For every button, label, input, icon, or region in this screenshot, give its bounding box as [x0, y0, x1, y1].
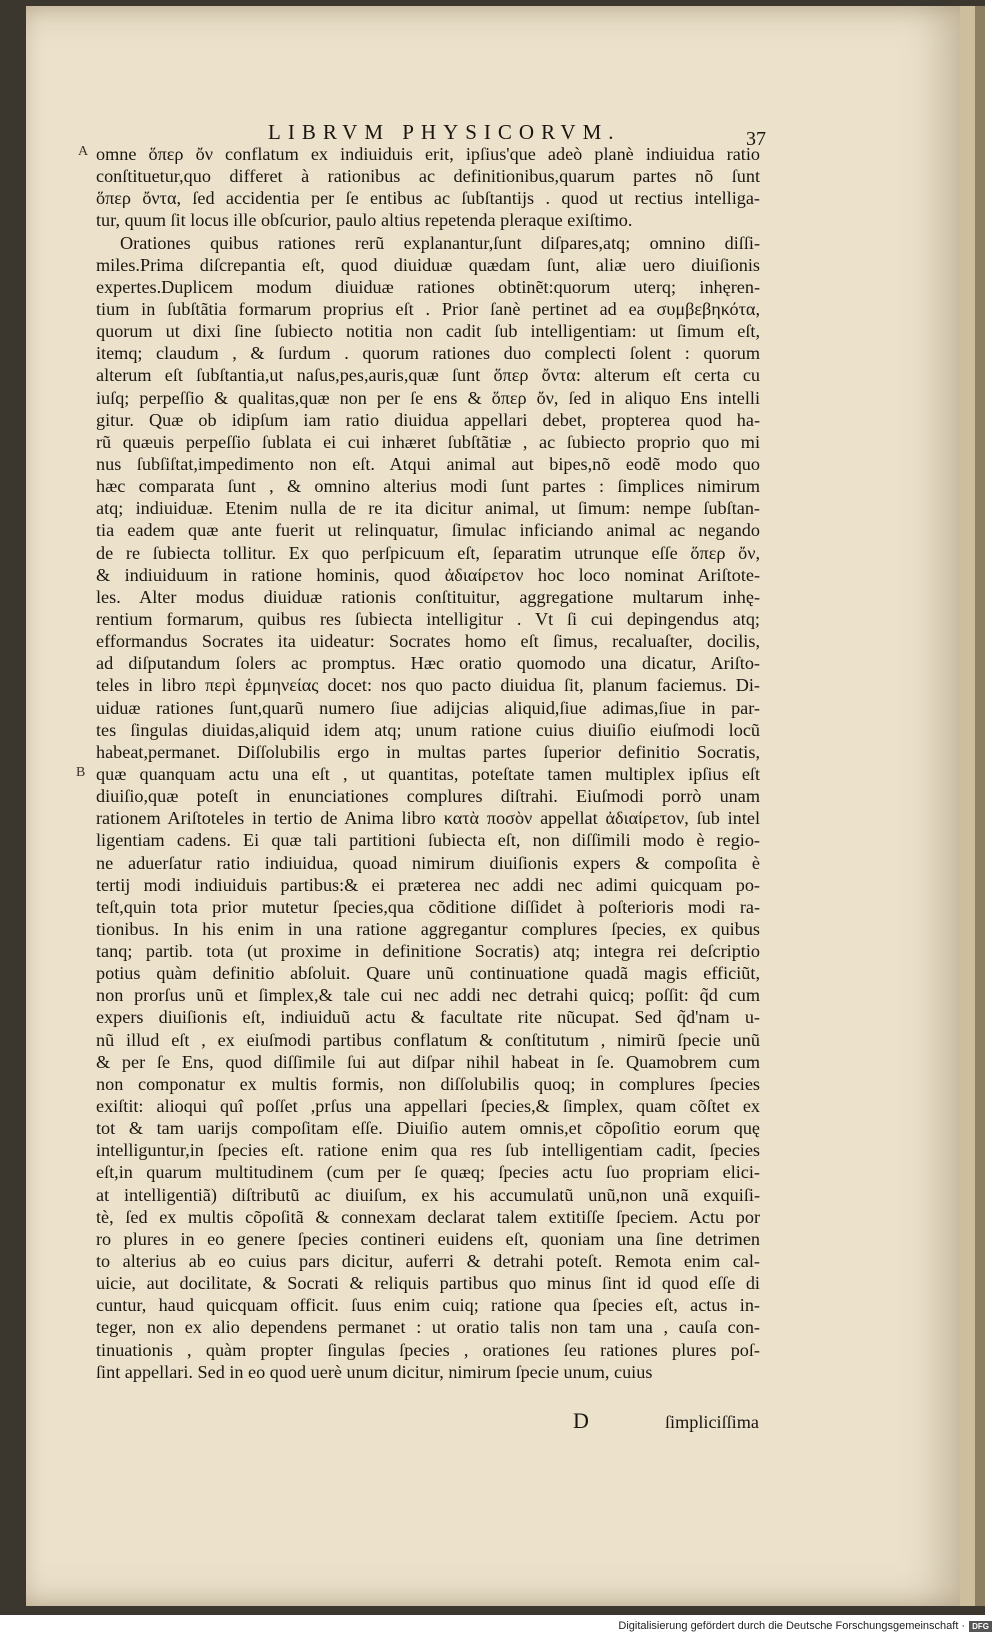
folio-number: 37 — [746, 128, 766, 150]
text-line: uiduæ rationes ſunt,quarũ numero ſiue adijcias aliquid,ſiue adimas,ſiue in par- — [96, 697, 760, 718]
text-line: tinuationis , quàm propter ſingulas ſpecies , orationes ſeu rationes plures poſ- — [96, 1339, 760, 1360]
text-line: tia eadem quæ ante fuerit ut relinquatur, ſimulac inficiando animal ac negando — [96, 520, 760, 541]
text-line: uicie, aut docilitate, & Socrati & reliquis partibus quo minus ſint id quod eſſe di — [96, 1273, 760, 1294]
text-line: ὅπερ ὄντα, ſed accidentia per ſe entibus ac ſubſtantijs . quod ut rectius intelliga- — [96, 188, 760, 209]
text-line: ne aduerſatur ratio indiuidua, quoad nimirum diuiſionis expers & compoſita è — [96, 852, 760, 873]
margin-mark-a: A — [78, 144, 89, 159]
text-line: to alterius ab eo cuius pars dicitur, auferri & detrahi poteſt. Remota enim cal- — [96, 1251, 760, 1272]
page-edge-shadow — [975, 6, 985, 1606]
text-line: les. Alter modus diuiduæ rationis conſtituitur, aggregatione multarum inhę- — [96, 586, 760, 607]
catchword: ſimpliciſſima — [665, 1412, 759, 1432]
text-line: & per ſe Ens, quod diſſimile ſui aut diſpar nihil habeat in ſe. Quamobrem cum — [96, 1051, 760, 1072]
text-line: omne ὅπερ ὄν conflatum ex indiuiduis erit, ipſius'que adeò planè indiuidua ratio — [96, 144, 760, 164]
text-line: teger, non ex alio dependens permanet : ut oratio talis non tam una , cauſa con- — [96, 1317, 760, 1338]
text-line: tanq; partib. tota (ut proxime in definitione Socratis) atq; integra rei deſcriptio — [96, 941, 760, 962]
text-line: de re ſubiecta tollitur. Ex quo perſpicuum eſt, ſeparatim utrunque eſſe ὅπερ ὄν, — [96, 542, 760, 563]
text-line: teſt,quin tota prior mutetur ſpecies,qua cõditione diſſidet à poſterioris modi ra- — [96, 896, 760, 917]
text-line: expertes.Duplicem modum diuiduæ rationes obtinẽt:quorum uterq; inhęren- — [96, 276, 760, 297]
text-line: ſint appellari. Sed in eo quod uerè unum dicitur, nimirum ſpecie unum, cuius — [96, 1361, 653, 1382]
text-line: non componatur ex multis formis, non diſſolubilis quoq; in complures ſpecies — [96, 1073, 760, 1094]
text-line: teles in libro περὶ ἑρμηνείας docet: nos quo pacto diuidua ſit, planum faciemus. Di- — [96, 675, 760, 696]
footer-text: Digitalisierung gefördert durch die Deutsche Forschungsgemeinschaft · — [618, 1620, 966, 1632]
running-title: LIBRVM PHYSICORVM. — [268, 120, 621, 144]
text-line: rũ quæuis perpeſſio ſublata ei cui inhæret ſubſtãtiæ , ac ſubiecto proprio quo mi — [96, 431, 760, 452]
text-line: tertij modi indiuiduis partibus:& ei præterea nec addi nec adimi quicquam po- — [96, 874, 760, 895]
footer — [618, 1620, 992, 1632]
text-line: conſtituetur,quo differet à rationibus ac definitionibus,quarum partes nõ ſunt — [96, 166, 760, 187]
text-line: tur, quum ſit locus ille obſcurior, paulo altius repetenda pleraque exiſtimo. — [96, 210, 633, 231]
text-line: alterum eſt ſubſtantia,ut naſus,pes,auris,quæ ſunt ὅπερ ὄντα: alterum eſt certa cu — [96, 365, 760, 386]
text-line: exiſtit: alioqui quî poſſet ,prſus una appellari ſpecies,& ſimplex, quam cõſtet ex — [96, 1096, 760, 1117]
body-text — [96, 143, 760, 1383]
text-line: efformandus Socrates ita uideatur: Socrates homo eſt ſimus, recaluaſter, docilis, — [96, 631, 760, 652]
text-line: ligentiam cadens. Ei quæ tali partitioni ſubiecta eſt, non diſſimili modo è regio- — [96, 830, 760, 851]
text-line: cuntur, haud quicquam officit. ſuus enim cuiq; ratione qua ſpecies eſt, actus in- — [96, 1295, 760, 1316]
dfg-logo: DFG — [969, 1621, 992, 1632]
text-line: expers diuiſionis eſt, indiuiduũ actu & facultate rite nũcupat. Sed q̃d'nam u- — [96, 1007, 760, 1028]
text-line: Orationes quibus rationes rerũ explanantur,ſunt diſpares,atq; omnino diſſi- — [120, 232, 760, 253]
text-line: miles.Prima diſcrepantia eſt, quod diuiduæ quædam ſunt, aliæ uero diuiſionis — [96, 254, 760, 275]
margin-mark-b: B — [76, 765, 86, 780]
text-line: potius quàm definitio abſoluit. Quare unũ continuatione quadã magis efficiũt, — [96, 963, 760, 984]
text-line: & indiuiduum in ratione hominis, quod ἀδιαίρετον hoc loco nominat Ariſtote- — [96, 564, 760, 585]
text-line: quæ quanquam actu una eſt , ut quantitas, poteſtate tamen multiplex ipſius eſt — [96, 763, 760, 784]
text-line: gitur. Quæ ob idipſum iam ratio diuidua appellari debet, propterea quod ha- — [96, 409, 760, 430]
text-line: rationem Ariſtoteles in tertio de Anima libro κατὰ ποσὸν appellat ἀδιαίρετον, ſub intel — [96, 808, 760, 829]
text-line: ad diſputandum ſolers ac promptus. Hæc oratio quomodo una dicatur, Ariſto- — [96, 653, 760, 674]
text-line: tè, ſed ex multis cõpoſitã & connexam declarat talem extitiſſe ſpeciem. Actu por — [96, 1206, 760, 1227]
text-line: eſt,in quarum multitudinem (cum per ſe quæq; ſpecies actu ſuo propriam elici- — [96, 1162, 760, 1183]
text-line: diuiſio,quæ poteſt in enunciationes complures diſtrahi. Eiuſmodi porrò unam — [96, 786, 760, 807]
text-line: ro plures in eo genere ſpecies contineri euidens eſt, quoniam una ſine detrimen — [96, 1228, 760, 1249]
text-line: tium in ſubſtãtia formarum proprius eſt . Prior ſanè pertinet ad ea συμβεβηκότα, — [96, 298, 760, 319]
text-line: nũ illud eſt , ex eiuſmodi partibus conflatum & conſtitutum , nimirũ ſpecie unũ — [96, 1029, 760, 1050]
text-line: tot & tam uarijs compoſitam eſſe. Diuiſio autem omnis,et cõpoſitio eorum quę — [96, 1118, 760, 1139]
signature-mark: D — [573, 1408, 589, 1433]
text-line: atq; indiuiduæ. Etenim nulla de re ita dicitur animal, ut ſimum: nempe ſubſtan- — [96, 498, 760, 519]
text-line: at intelligentiã) diſtributũ ac diuiſum, ex his accumulatũ unũ,non unã exquiſi- — [96, 1184, 760, 1205]
text-line: habeat,permanet. Diſſolubilis ergo in multas partes ſuperior definitio Socratis, — [96, 741, 760, 762]
text-line: intelliguntur,in ſpecies eſt. ratione enim qua res ſub intelligentiam cadit, ſpecies — [96, 1140, 760, 1161]
text-line: quorum ut dixi ſine ſubiecto notitia non cadit ſub intelligentiam: ut ſimum eſt, — [96, 321, 760, 342]
text-line: itemq; claudum , & ſurdum . quorum rationes duo complecti ſolent : quorum — [96, 343, 760, 364]
text-line: nus ſubſiſtat,impedimento non eſt. Atqui animal aut bipes,nõ eodẽ modo quo — [96, 453, 760, 474]
text-line: tionibus. In his enim in una ratione aggregantur complures ſpecies, ex quibus — [96, 918, 760, 939]
text-line: tes ſingulas diuidas,aliquid idem atq; unum ratione cuius diuiſio eiuſmodi locũ — [96, 719, 760, 740]
text-line: non prorſus unũ et ſimplex,& tale cui nec addi nec detrahi quicq; poſſit: q̃d cum — [96, 985, 760, 1006]
text-line: rentium formarum, quibus res ſubiecta intelligitur . Vt ſi cui depingendus atq; — [96, 608, 760, 629]
text-line: iuſq; perpeſſio & qualitas,quæ non per ſe ens & ὅπερ ὄν, ſed in aliquo Ens intelli — [96, 387, 760, 408]
text-line: hæc comparata ſunt , & omnino alterius modi ſunt partes : ſimplices nimirum — [96, 476, 760, 497]
